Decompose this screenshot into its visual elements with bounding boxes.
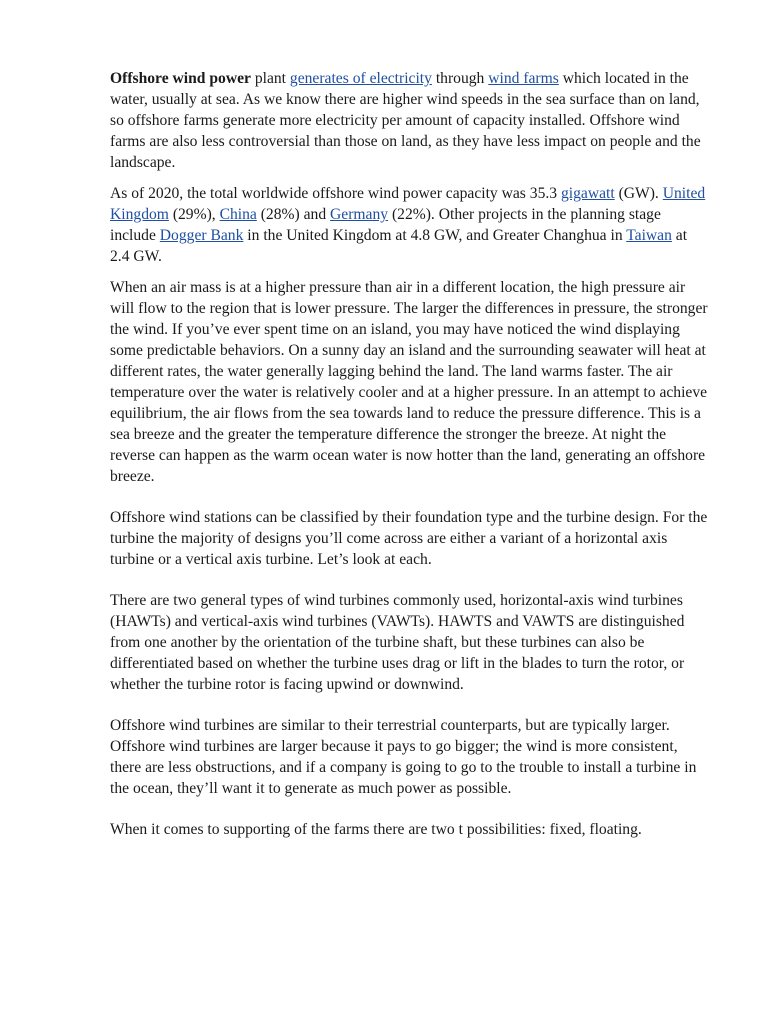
text: (28%) and — [256, 206, 331, 223]
link-germany[interactable]: Germany — [330, 206, 389, 223]
paragraph-supports: When it comes to supporting of the farms there are two t possibilities: fixed, floating. — [110, 821, 642, 838]
paragraph-turbine-size: Offshore wind turbines are similar to their terrestrial counterparts, but are typically larger. Offshore wind turbines are larger because it pays to go bigger; the wind is more consistent, there are less obstructions, and if a company is going to go to the trouble to install a turbine in the ocean, they’ll want it to generate as much power as possible. — [110, 717, 697, 797]
link-gigawatt[interactable]: gigawatt — [560, 185, 615, 202]
paragraph-air-pressure: When an air mass is at a higher pressure than air in a different location, the high pressure air will flow to the region that is lower pressure. The larger the differences in pressure, the stronger the wind. If you’ve ever spent time on an island, you may have noticed the wind displaying some predictable behaviors. On a sunny day an island and the surrounding seawater will heat at different rates, the water generally lagging behind the land. The land warms faster. The air temperature over the water is relatively cooler and at a higher pressure. In an attempt to achieve equilibrium, the air flows from the sea towards land to reduce the pressure difference. This is a sea breeze and the greater the temperature difference the stronger the breeze. At night the reverse can happen as the warm ocean water is now hotter than the land, generating an offshore breeze. — [110, 279, 708, 485]
link-china[interactable]: China — [219, 206, 257, 223]
link-generates-of-electricity[interactable]: generates of electricity — [289, 70, 432, 87]
text: plant — [250, 70, 290, 87]
text: (29%), — [168, 206, 220, 223]
text: in the United Kingdom at 4.8 GW, and Greater Changhua in — [243, 227, 627, 244]
text: As of 2020, the total worldwide offshore wind power capacity was 35.3 — [110, 185, 561, 202]
document-body — [110, 68, 710, 840]
paragraph-capacity — [110, 183, 710, 267]
link-wind-farms[interactable]: wind farms — [488, 70, 559, 87]
paragraph-turbine-types: There are two general types of wind turbines commonly used, horizontal-axis wind turbines (HAWTs) and vertical-axis wind turbines (VAWTs). HAWTS and VAWTS are distinguished from one another by the orientation of the turbine shaft, but these turbines can also be differentiated based on whether the turbine uses drag or lift in the blades to turn the rotor, or whether the turbine rotor is facing upwind or downwind. — [110, 592, 685, 693]
paragraph-intro — [110, 68, 710, 173]
term-offshore-wind-power: Offshore wind power — [110, 70, 251, 87]
text: (22%). Other projects in the planning stage include — [110, 206, 661, 244]
text: (GW). — [614, 185, 663, 202]
paragraph-classification: Offshore wind stations can be classified by their foundation type and the turbine design. For the turbine the majority of designs you’ll come across are either a variant of a horizontal axis turbine or a vertical axis turbine. Let’s look at each. — [110, 509, 708, 568]
text: which located in the water, usually at sea. As we know there are higher wind speeds in the sea surface than on land, so offshore farms generate more electricity per amount of capacity installed. Offshore wind farms are also less controversial than those on land, as they have less impact on people and the landscape. — [110, 70, 701, 171]
link-dogger-bank[interactable]: Dogger Bank — [159, 227, 244, 244]
link-taiwan[interactable]: Taiwan — [626, 227, 672, 244]
link-united-kingdom[interactable]: United Kingdom — [110, 185, 706, 223]
text: through — [431, 70, 489, 87]
text: at 2.4 GW. — [110, 227, 688, 265]
